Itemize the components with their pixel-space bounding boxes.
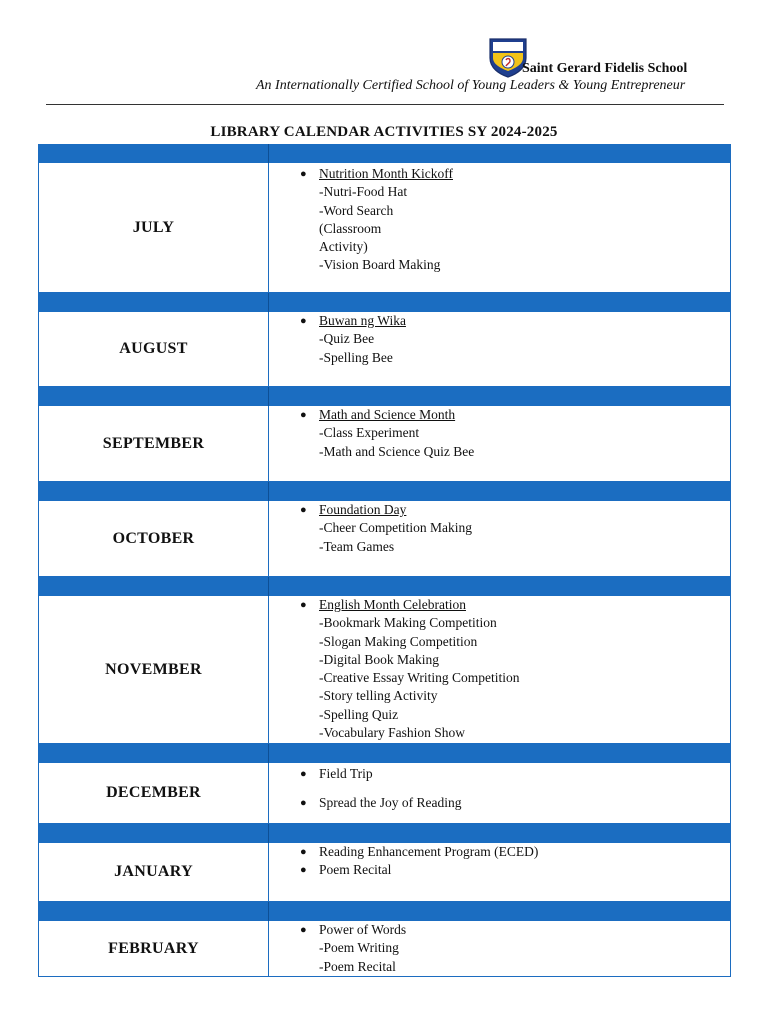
activity-item: [269, 596, 730, 614]
activity-subitem: -Digital Book Making: [319, 651, 439, 667]
calendar-row: [39, 596, 730, 744]
activity-item: [269, 165, 730, 183]
band-cell: [269, 902, 730, 921]
month-label: JULY: [39, 163, 269, 292]
activity-subitem: Activity): [319, 239, 368, 255]
activity-title: Poem Recital: [319, 862, 392, 878]
document-header: [0, 0, 768, 110]
header-divider: [46, 104, 724, 105]
activity-subitem: -Quiz Bee: [319, 331, 375, 347]
page-title: LIBRARY CALENDAR ACTIVITIES SY 2024-2025: [210, 124, 558, 140]
band-cell: [269, 293, 730, 312]
activity-subitem: -Spelling Quiz: [319, 706, 399, 722]
activity-subitem: -Slogan Making Competition: [319, 633, 478, 649]
activity-item: [269, 921, 730, 939]
activity-title: Field Trip: [319, 766, 373, 781]
table-header-band: [39, 824, 730, 843]
activity-item: [269, 765, 730, 783]
activity-subitem: -Math and Science Quiz Bee: [319, 443, 475, 459]
bullet-icon: ●: [300, 846, 307, 858]
activity-subitem: -Word Search: [319, 202, 394, 218]
band-cell: [269, 387, 730, 406]
activity-subitem: -Cheer Competition Making: [319, 520, 472, 536]
activity-subitem: -Vision Board Making: [319, 257, 441, 273]
activity-item: [269, 794, 730, 812]
activity-subitem: -Poem Writing: [319, 940, 399, 956]
month-label: DECEMBER: [39, 763, 269, 823]
band-cell: [269, 744, 730, 763]
activity-subitem: -Story telling Activity: [319, 688, 438, 704]
calendar-row: [39, 763, 730, 824]
activity-title: English Month Celebration: [319, 597, 466, 612]
activity-item: [269, 843, 730, 861]
bullet-icon: ●: [300, 768, 307, 780]
month-label: OCTOBER: [39, 501, 269, 576]
activity-subitem: -Spelling Bee: [319, 349, 393, 365]
bullet-icon: ●: [300, 504, 307, 516]
calendar-table: [38, 144, 731, 977]
activity-title: Power of Words: [319, 922, 407, 937]
month-label: NOVEMBER: [39, 596, 269, 743]
calendar-row: [39, 921, 730, 977]
activities-cell: [269, 596, 730, 743]
band-cell: [269, 824, 730, 843]
activity-subitem: -Nutri-Food Hat: [319, 184, 408, 200]
band-cell: [39, 387, 269, 406]
calendar-row: [39, 406, 730, 482]
band-cell: [39, 824, 269, 843]
activities-cell: [269, 312, 730, 386]
activities-cell: [269, 163, 730, 292]
month-label: FEBRUARY: [39, 921, 269, 976]
band-cell: [269, 577, 730, 596]
table-header-band: [39, 744, 730, 763]
calendar-row: [39, 843, 730, 902]
table-header-band: [39, 902, 730, 921]
activity-item: [269, 406, 730, 424]
bullet-icon: ●: [300, 864, 307, 877]
school-name: Saint Gerard Fidelis School: [522, 61, 688, 76]
activity-title: Nutrition Month Kickoff: [319, 166, 453, 181]
activities-cell: [269, 501, 730, 576]
calendar-row: [39, 312, 730, 387]
bullet-icon: ●: [300, 599, 307, 611]
activity-subitem: -Bookmark Making Competition: [319, 615, 497, 631]
activities-cell: [269, 763, 730, 823]
activity-subitem: -Creative Essay Writing Competition: [319, 670, 520, 686]
band-cell: [39, 577, 269, 596]
band-cell: [269, 482, 730, 501]
bullet-icon: ●: [300, 315, 307, 327]
table-header-band: [39, 577, 730, 596]
band-cell: [39, 902, 269, 921]
table-header-band: [39, 144, 730, 163]
month-label: SEPTEMBER: [39, 406, 269, 481]
activity-subitem: -Class Experiment: [319, 425, 420, 441]
activities-cell: [269, 921, 730, 976]
bullet-icon: ●: [300, 924, 307, 936]
calendar-row: [39, 501, 730, 577]
activity-title: Foundation Day: [319, 502, 407, 517]
bullet-icon: ●: [300, 168, 307, 180]
activity-subitem: (Classroom: [319, 220, 382, 236]
activity-title: Spread the Joy of Reading: [319, 795, 462, 811]
activity-subitem: -Team Games: [319, 538, 395, 554]
band-cell: [39, 144, 269, 163]
band-cell: [269, 144, 730, 163]
table-header-band: [39, 293, 730, 312]
activity-item: [269, 861, 730, 879]
activity-item: [269, 312, 730, 330]
activity-subitem: -Vocabulary Fashion Show: [319, 725, 465, 741]
activity-title: Buwan ng Wika: [319, 313, 406, 328]
calendar-row: [39, 163, 730, 293]
band-cell: [39, 482, 269, 501]
activity-title: Reading Enhancement Program (ECED): [319, 844, 539, 859]
activities-cell: [269, 843, 730, 901]
band-cell: [39, 293, 269, 312]
month-label: JANUARY: [39, 843, 269, 901]
month-label: AUGUST: [39, 312, 269, 386]
bullet-icon: ●: [300, 797, 307, 810]
school-tagline: An Internationally Certified School of Young Leaders & Young Entrepreneur: [256, 78, 686, 93]
activities-cell: [269, 406, 730, 481]
activity-item: [269, 501, 730, 519]
band-cell: [39, 744, 269, 763]
table-header-band: [39, 387, 730, 406]
bullet-icon: ●: [300, 409, 307, 421]
activity-title: Math and Science Month: [319, 407, 456, 422]
table-header-band: [39, 482, 730, 501]
activity-subitem: -Poem Recital: [319, 958, 396, 974]
